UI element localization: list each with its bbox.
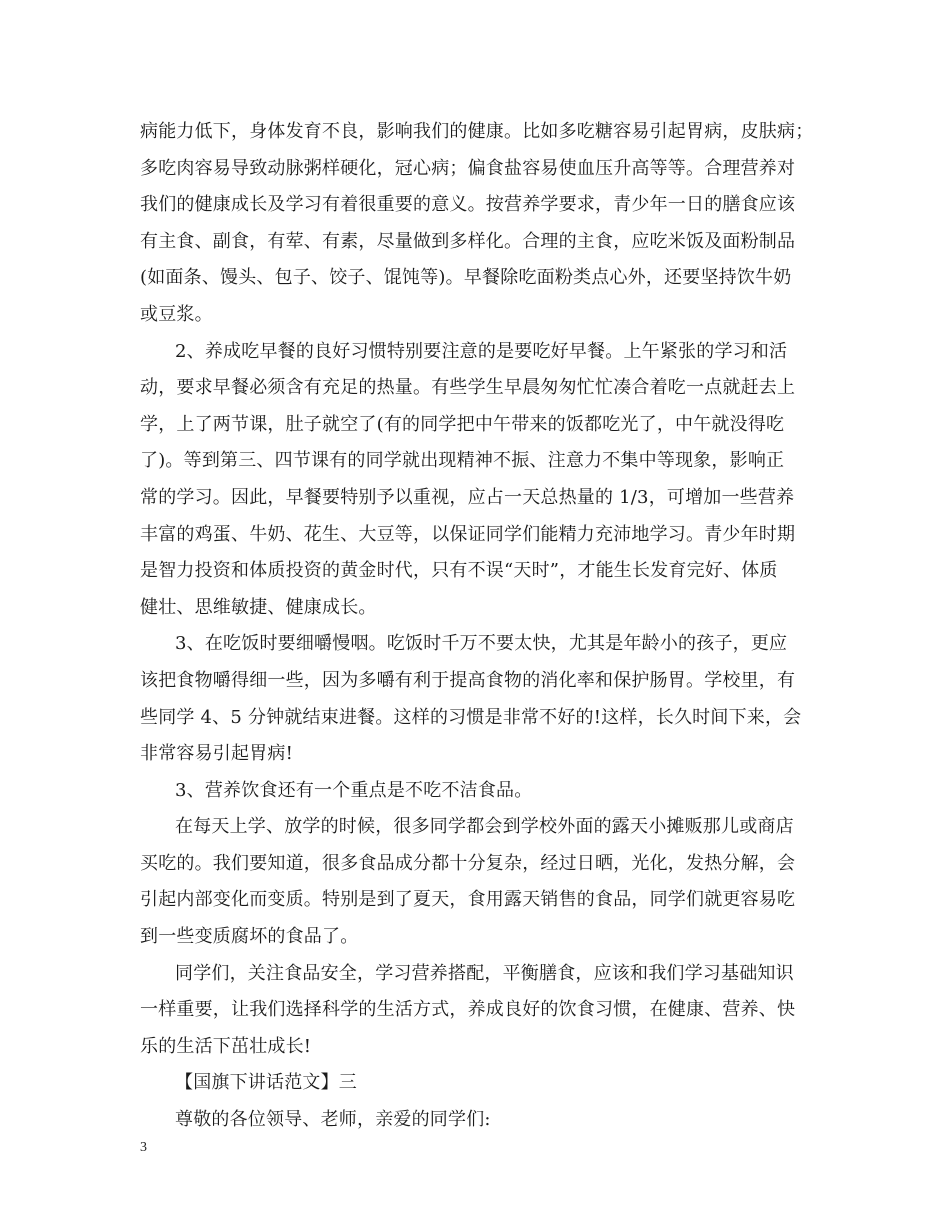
text-line: 尊敬的各位领导、老师，亲爱的同学们:: [175, 1109, 491, 1131]
page-number: 3: [140, 1140, 147, 1155]
text-line: 乐的生活下茁壮成长!: [140, 1035, 312, 1057]
text-line: (如面条、馒头、包子、饺子、馄饨等)。早餐除吃面粉类点心外，还要坚持饮牛奶: [140, 267, 792, 289]
text-line: 【国旗下讲话范文】三: [175, 1072, 357, 1094]
text-line: 健壮、思维敏捷、健康成长。: [140, 596, 377, 618]
text-line: 同学们，关注食品安全，学习营养搭配，平衡膳食，应该和我们学习基础知识: [175, 962, 794, 984]
text-line: 我们的健康成长及学习有着很重要的意义。按营养学要求，青少年一日的膳食应该: [140, 194, 796, 216]
text-line: 非常容易引起胃病!: [140, 743, 294, 765]
body-text: [140, 114, 814, 1139]
text-line: 到一些变质腐坏的食品了。: [140, 926, 359, 948]
text-line: 多吃肉容易导致动脉粥样硬化，冠心病；偏食盐容易使血压升高等等。合理营养对: [140, 157, 796, 179]
text-line: 2、养成吃早餐的良好习惯特别要注意的是要吃好早餐。上午紧张的学习和活: [175, 340, 788, 362]
text-line: 学，上了两节课，肚子就空了(有的同学把中午带来的饭都吃光了，中午就没得吃: [140, 413, 785, 435]
text-line: 或豆浆。: [140, 303, 213, 325]
text-line: 引起内部变化而变质。特别是到了夏天，食用露天销售的食品，同学们就更容易吃: [140, 889, 796, 911]
text-line: 丰富的鸡蛋、牛奶、花生、大豆等，以保证同学们能精力充沛地学习。青少年时期: [140, 523, 796, 545]
text-line: 3、在吃饭时要细嚼慢咽。吃饭时千万不要太快，尤其是年龄小的孩子，更应: [175, 633, 788, 655]
text-line: 些同学 4、5 分钟就结束进餐。这样的习惯是非常不好的!这样，长久时间下来，会: [140, 706, 802, 728]
text-line: 动，要求早餐必须含有充足的热量。有些学生早晨匆匆忙忙凑合着吃一点就赶去上: [140, 377, 796, 399]
text-line: 该把食物嚼得细一些，因为多嚼有利于提高食物的消化率和保护肠胃。学校里，有: [140, 669, 796, 691]
text-line: 一样重要，让我们选择科学的生活方式，养成良好的饮食习惯，在健康、营养、快: [140, 999, 796, 1021]
text-line: 是智力投资和体质投资的黄金时代，只有不误“天时”，才能生长发育完好、体质: [140, 560, 778, 582]
text-line: 了)。等到第三、四节课有的同学就出现精神不振、注意力不集中等现象，影响正: [140, 450, 785, 472]
text-line: 常的学习。因此，早餐要特别予以重视，应占一天总热量的 1/3，可增加一些营养: [140, 486, 795, 508]
text-line: 有主食、副食，有荤、有素，尽量做到多样化。合理的主食，应吃米饭及面粉制品: [140, 230, 796, 252]
text-line: 买吃的。我们要知道，很多食品成分都十分复杂，经过日晒，光化，发热分解，会: [140, 852, 796, 874]
text-line: 在每天上学、放学的时候，很多同学都会到学校外面的露天小摊贩那儿或商店: [175, 816, 794, 838]
text-line: 3、营养饮食还有一个重点是不吃不洁食品。: [175, 779, 533, 801]
text-line: 病能力低下，身体发育不良，影响我们的健康。比如多吃糖容易引起胃病，皮肤病；: [140, 121, 814, 142]
